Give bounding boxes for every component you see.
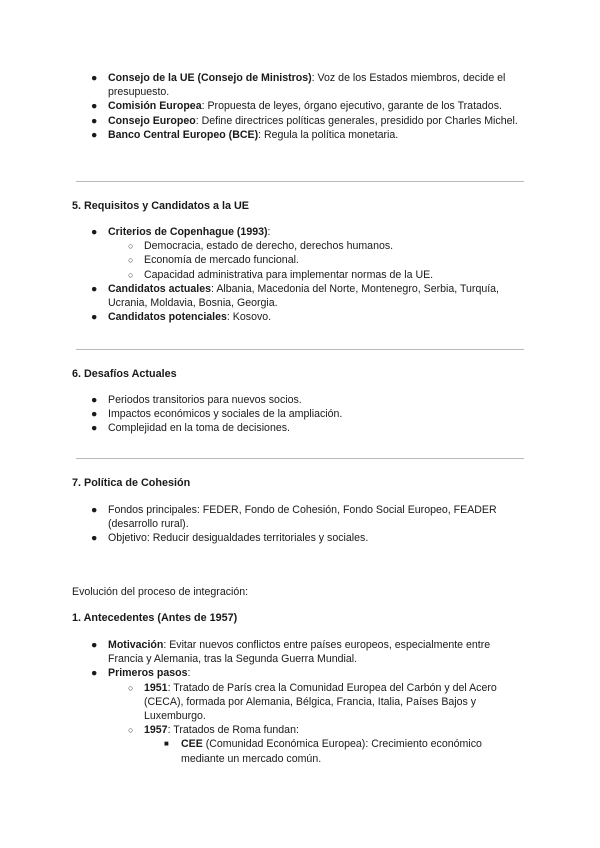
item-text: : Tratados de Roma fundan:: [167, 724, 299, 737]
item-text: (Comunidad Económica Europea): Crecimiento económico mediante un mercado común.: [181, 738, 482, 765]
item-text: :: [267, 226, 271, 238]
bullet-icon: ●: [91, 72, 98, 84]
sub-list-item: [0, 239, 600, 253]
list-item: [0, 638, 600, 666]
circle-bullet-icon: ○: [128, 269, 134, 280]
item-text: : Define directrices políticas generales, presidido por Charles Michel.: [195, 114, 518, 127]
bullet-icon: ●: [91, 282, 98, 295]
circle-bullet-icon: ○: [128, 241, 134, 252]
item-term: Banco Central Europeo (BCE): [108, 128, 259, 141]
bullet-icon: ●: [91, 128, 98, 141]
list-item: [0, 666, 600, 680]
section-7-list: [0, 503, 600, 546]
list-item: [0, 421, 600, 435]
item-text: Impactos económicos y sociales de la ampliación.: [108, 408, 343, 421]
item-text: Objetivo: Reducir desigualdades territoriales y sociales.: [108, 532, 369, 545]
institutions-list: [0, 71, 600, 142]
circle-bullet-icon: ○: [128, 255, 134, 266]
item-text: : Albania, Macedonia del Norte, Montenegro, Serbia, Turquía, Ucrania, Moldavia, Bosnia, Georgia.: [108, 282, 500, 310]
item-text: : Tratado de París crea la Comunidad Europea del Carbón y del Acero (CECA), formada por Alemania, Bélgica, Francia, Italia, Países Bajos y Luxemburgo.: [144, 681, 497, 723]
list-item: [0, 99, 600, 113]
item-text: Economía de mercado funcional.: [144, 254, 299, 267]
section-7-title: 7. Política de Cohesión: [72, 477, 191, 489]
bullet-icon: ●: [91, 100, 98, 113]
item-term: Candidatos potenciales: [108, 311, 227, 324]
item-text: : Evitar nuevos conflictos entre países europeos, especialmente entre Francia y Alemania, tras la Segunda Guerra Mundial.: [108, 639, 491, 666]
item-term: Primeros pasos: [108, 667, 188, 680]
bullet-icon: ●: [91, 226, 98, 238]
sub-sub-list-item: [0, 737, 600, 765]
section-divider: [76, 458, 524, 459]
section-divider: [76, 349, 524, 350]
item-text: : Kosovo.: [226, 311, 272, 324]
item-term: Consejo Europeo: [108, 114, 196, 127]
item-term: Criterios de Copenhague (1993): [108, 226, 268, 238]
list-item: [0, 531, 600, 545]
item-text: Complejidad en la toma de decisiones.: [108, 422, 290, 435]
list-item: [0, 310, 600, 324]
antecedentes-list: [0, 638, 600, 766]
list-item: [0, 407, 600, 421]
item-term: CEE: [181, 738, 203, 751]
bullet-icon: ●: [91, 639, 98, 651]
bullet-icon: ●: [91, 394, 98, 406]
item-text: : Propuesta de leyes, órgano ejecutivo, garante de los Tratados.: [201, 100, 502, 113]
bullet-icon: ●: [91, 504, 98, 516]
bullet-icon: ●: [91, 408, 98, 421]
section-6-list: [0, 393, 600, 436]
item-text: :: [187, 667, 191, 680]
circle-bullet-icon: ○: [128, 725, 134, 736]
list-item: [0, 225, 600, 239]
sub-list-item: [0, 681, 600, 724]
section-5-list: [0, 225, 600, 324]
bullet-icon: ●: [91, 114, 98, 127]
bullet-icon: ●: [91, 311, 98, 324]
bullet-icon: ●: [91, 532, 98, 545]
item-text: Democracia, estado de derecho, derechos humanos.: [144, 240, 394, 253]
sub-list-item: [0, 253, 600, 267]
square-bullet-icon: ■: [164, 739, 169, 749]
item-term: Comisión Europea: [108, 100, 202, 113]
sub-list-item: [0, 723, 600, 737]
section-5-title: 5. Requisitos y Candidatos a la UE: [72, 200, 249, 212]
antecedentes-title: 1. Antecedentes (Antes de 1957): [72, 612, 238, 624]
list-item: [0, 282, 600, 310]
item-text: : Voz de los Estados miembros, decide el presupuesto.: [108, 72, 506, 99]
item-text: Periodos transitorios para nuevos socios.: [108, 394, 302, 406]
item-term: 1957: [144, 724, 168, 737]
sub-list-item: [0, 268, 600, 282]
item-term: 1951: [144, 681, 168, 694]
list-item: [0, 114, 600, 128]
item-term: Candidatos actuales: [108, 282, 212, 295]
list-item: [0, 128, 600, 142]
bullet-icon: ●: [91, 667, 98, 680]
section-divider: [76, 181, 524, 182]
item-text: Fondos principales: FEDER, Fondo de Cohesión, Fondo Social Europeo, FEADER (desarrollo rural).: [108, 504, 497, 531]
list-item: [0, 393, 600, 407]
circle-bullet-icon: ○: [128, 682, 134, 693]
list-item: [0, 71, 600, 99]
item-text: : Regula la política monetaria.: [258, 128, 399, 141]
item-term: Consejo de la UE (Consejo de Ministros): [108, 72, 312, 84]
item-term: Motivación: [108, 639, 164, 651]
section-6-title: 6. Desafíos Actuales: [72, 368, 177, 380]
bullet-icon: ●: [91, 422, 98, 435]
item-text: Capacidad administrativa para implementar normas de la UE.: [144, 268, 434, 281]
evolution-intro: Evolución del proceso de integración:: [72, 586, 249, 598]
list-item: [0, 503, 600, 531]
